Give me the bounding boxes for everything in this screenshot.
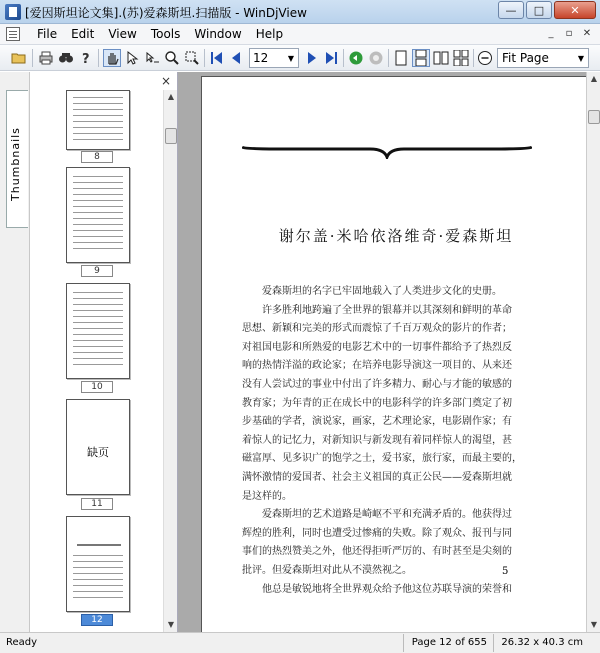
status-page-size: 26.32 x 40.3 cm: [493, 634, 589, 652]
missing-page-text: 缺页: [87, 446, 109, 459]
continuous-facing-icon[interactable]: [452, 49, 470, 67]
mdi-close-button[interactable]: ✕: [582, 28, 592, 39]
menu-view[interactable]: View: [108, 27, 137, 41]
text-line: 爱森斯坦的艺术道路是崎岖不平和充满矛盾的。他获得过: [262, 509, 512, 521]
svg-text:?: ?: [82, 52, 90, 66]
menu-help[interactable]: Help: [255, 27, 284, 41]
text-line: 没有人尝试过的事业中付出了许多精力、耐心与才能的敏感的: [242, 378, 512, 390]
sidebar-tab-strip: [0, 72, 30, 632]
close-button[interactable]: ✕: [554, 1, 596, 19]
open-icon[interactable]: [10, 49, 28, 67]
thumbnail-page-selected[interactable]: [66, 516, 130, 612]
continuous-icon[interactable]: [412, 49, 430, 67]
status-bar: [0, 632, 600, 653]
single-page-icon[interactable]: [392, 49, 410, 67]
thumbnail-label[interactable]: 10: [81, 381, 113, 393]
chapter-title: 谢尔盖·米哈依洛维奇·爱森斯坦: [278, 227, 514, 245]
text-line: 满怀激情的爱国者、社会主义祖国的真正公民——爱森斯坦就: [242, 471, 512, 483]
document-icon[interactable]: [6, 27, 20, 41]
text-line: 是这样的。: [242, 490, 292, 502]
text-line: 响的热情洋溢的政论家；在培养电影导演这一项目的、从来还: [242, 360, 512, 372]
text-line: 教育家；为年青的正在成长中的电影科学的许多部门奠定了初: [242, 397, 512, 409]
scroll-down-icon[interactable]: ▼: [590, 620, 598, 629]
page-number-input[interactable]: [249, 48, 299, 68]
zoom-out-icon[interactable]: [476, 49, 494, 67]
menu-edit[interactable]: Edit: [71, 27, 95, 41]
text-line: 他总是敏锐地将全世界观众给予他这位苏联导演的荣誉和: [262, 583, 512, 595]
title-bar: [0, 0, 600, 24]
menu-tools[interactable]: Tools: [150, 27, 181, 41]
text-line: 思想、新颖和完美的形式而震惊了千百万观众的影片的作者；: [242, 323, 512, 335]
decorative-brace: [242, 145, 532, 159]
zoom-select[interactable]: [497, 48, 589, 68]
thumbnail-pane: [30, 72, 178, 632]
help-icon[interactable]: [77, 49, 95, 67]
page-number: 5: [502, 566, 509, 577]
window-title: [爱因斯坦论文集].(苏)爱森斯坦.扫描版 - WinDjView: [25, 6, 307, 20]
scrollbar-thumb[interactable]: [588, 110, 600, 124]
menu-window[interactable]: Window: [194, 27, 242, 41]
text-line: 磁富厚、见多识广的饱学之士，爱书家，旅行家，而最主要的，: [242, 453, 522, 465]
text-line: 爱森斯坦的名字已牢固地载入了人类进步文化的史册。: [262, 286, 502, 297]
text-select-icon[interactable]: [143, 49, 161, 67]
zoom-value: Fit Page: [502, 51, 549, 65]
thumbnail-page[interactable]: [66, 90, 130, 150]
tab-thumbnails-label: Thumbnails: [9, 127, 22, 201]
text-line: 对祖国电影和所熟爱的电影艺术中的一切事件都给予了热烈反: [242, 341, 512, 353]
document-page[interactable]: [201, 76, 591, 653]
first-page-icon[interactable]: [208, 49, 226, 67]
status-page: Page 12 of 655: [403, 634, 493, 652]
thumbnail-page[interactable]: [66, 167, 130, 263]
text-line: 批评。但爱森斯坦对此从不漠然视之。: [242, 564, 412, 576]
thumbnail-scrollbar[interactable]: [163, 90, 177, 632]
minimize-button[interactable]: —: [498, 1, 524, 19]
thumbnail-label[interactable]: 9: [81, 265, 113, 277]
page-number-value: 12: [253, 51, 269, 65]
find-icon[interactable]: [57, 49, 75, 67]
scroll-down-icon[interactable]: ▼: [167, 620, 175, 629]
body-text: [242, 283, 550, 599]
menu-bar: [0, 24, 600, 45]
thumbnail-page[interactable]: [66, 399, 130, 495]
text-line: 着惊人的记忆力，对新知识与新发现有着同样惊人的渴望，甚: [242, 434, 512, 446]
text-line: 辉煌的胜利，同时也遭受过惨痛的失败。除了观众、报刊与同: [242, 527, 512, 539]
forward-icon[interactable]: [367, 49, 385, 67]
maximize-button[interactable]: □: [526, 1, 552, 19]
next-page-icon[interactable]: [303, 49, 321, 67]
status-text: Ready: [6, 637, 38, 648]
last-page-icon[interactable]: [322, 49, 340, 67]
text-line: 许多胜利地跨遍了全世界的银幕并以其深刻和鲜明的革命: [262, 304, 512, 316]
app-icon: [5, 4, 21, 20]
hand-icon[interactable]: [103, 49, 121, 67]
mdi-minimize-button[interactable]: _: [548, 28, 554, 39]
text-line: 步基础的学者，演说家，画家，艺术理论家，电影剧作家；有: [242, 416, 512, 428]
scrollbar-thumb[interactable]: [165, 128, 177, 144]
toolbar: [0, 45, 600, 71]
window-controls: [498, 1, 596, 19]
close-icon[interactable]: ×: [160, 74, 171, 88]
back-icon[interactable]: [347, 49, 365, 67]
document-scrollbar[interactable]: [586, 72, 600, 632]
menu-file[interactable]: File: [37, 27, 58, 41]
tab-thumbnails[interactable]: [6, 90, 28, 228]
chevron-down-icon[interactable]: ▼: [287, 53, 295, 63]
zoom-icon[interactable]: [163, 49, 181, 67]
mdi-restore-button[interactable]: ▫: [565, 28, 573, 39]
thumbnail-label-selected[interactable]: 12: [81, 614, 113, 626]
print-icon[interactable]: [37, 49, 55, 67]
scroll-up-icon[interactable]: ▲: [167, 92, 175, 101]
prev-page-icon[interactable]: [227, 49, 245, 67]
document-view[interactable]: [178, 72, 600, 632]
thumbnail-page[interactable]: [66, 283, 130, 379]
thumbnail-label[interactable]: 8: [81, 151, 113, 163]
scroll-up-icon[interactable]: ▲: [590, 74, 598, 83]
select-icon[interactable]: [123, 49, 141, 67]
text-line: 事们的热烈赞美之外，他还得拒听严厉的、有时甚至是尖刻的: [242, 546, 512, 558]
chevron-down-icon[interactable]: ▼: [577, 53, 585, 63]
thumbnail-label[interactable]: 11: [81, 498, 113, 510]
facing-icon[interactable]: [432, 49, 450, 67]
zoom-rect-icon[interactable]: [183, 49, 201, 67]
